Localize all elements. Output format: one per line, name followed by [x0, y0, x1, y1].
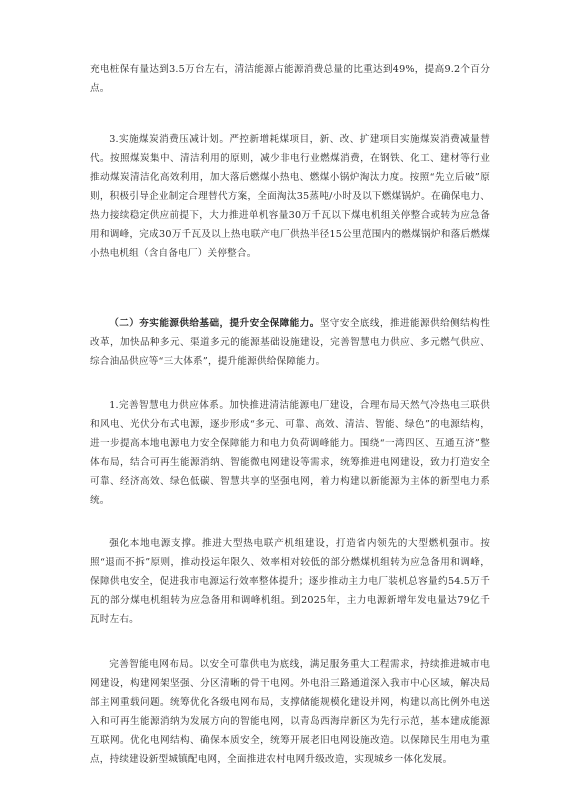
paragraph-energy-supply-section	[90, 314, 490, 371]
paragraph-text: 1.完善智慧电力供应体系。加快推进清洁能源电厂建设，合理布局天然气冷热电三联供和风电、光伏分布式电源，逐步形成“多元、可靠、高效、清洁、智能、绿色”的电源结构，进一步提高本地电源电力安全保障能力和电力负荷调峰能力。围绕“一湾四区、互通互济”整体布局，结合可再生能源消纳、智能微电网建设等需求，统筹推进电网建设，致力打造安全可靠、经济高效、绿色低碳、智慧共享的坚强电网，着力构建以新能源为主体的新型电力系统。	[90, 400, 490, 506]
paragraph-ev-charging-summary	[90, 60, 490, 98]
paragraph-text: 坚守安全底线，推进能源供给侧结构性改革，加快品种多元、渠道多元的能源基础设施建设，完善智慧电力供应、多元燃气供应、综合油品供应等“三大体系”，提升能源供给保障能力。	[90, 318, 490, 367]
paragraph-local-power-support	[90, 534, 490, 629]
section-heading: （二）夯实能源供给基础，提升安全保障能力。	[109, 318, 320, 329]
paragraph-text: 完善智能电网布局。以安全可靠供电为底线，满足服务重大工程需求，持续推进城市电网建设，构建网架坚强、分区清晰的骨干电网。外电沿三路通道深入我市中心区域，解决局部主网重载问题。统筹优化各级电网布局，支撑储能规模化建设并网，构建以高比例外电送入和可再生能源消纳为发展方向的智能电网，以青岛西海岸新区为先行示范，基本建成能源互联网。优化电网结构、确保本质安全，统筹开展老旧电网设施改造。以保障民生用电为重点，持续建设新型城镇配电网，全面推进农村电网升级改造，实现城乡一体化发展。	[90, 659, 490, 765]
paragraph-text: 充电桩保有量达到3.5万台左右，清洁能源占能源消费总量的比重达到49%，提高9.2个百分点。	[90, 64, 490, 94]
paragraph-smart-grid-layout	[90, 655, 490, 769]
paragraph-coal-reduction-plan	[90, 130, 490, 263]
paragraph-text: 强化本地电源支撑。推进大型热电联产机组建设，打造省内领先的大型燃机强市。按照“退而不拆”原则，推动投运年限久、效率相对较低的部分燃煤机组转为应急备用和调峰，保障供电安全，促进我市电源运行效率整体提升；逐步推动主力电厂装机总容量约54.5万千瓦的部分煤电机组转为应急备用和调峰机组。到2025年，主力电源新增年发电量达79亿千瓦时左右。	[90, 538, 490, 625]
paragraph-text: 3.实施煤炭消费压减计划。严控新增耗煤项目，新、改、扩建项目实施煤炭消费减量替代。按照煤炭集中、清洁利用的原则，减少非电行业燃煤消费，在钢铁、化工、建材等行业推动煤炭清洁化高效利用，加大落后燃煤小热电、燃煤小锅炉淘汰力度。按照“先立后破”原则，积极引导企业制定合理替代方案，全面淘汰35蒸吨/小时及以下燃煤锅炉。在确保电力、热力接续稳定供应前提下，大力推进单机容量30万千瓦以下煤电机组关停整合或转为应急备用和调峰，完成30万千瓦及以上热电联产电厂供热半径15公里范围内的燃煤锅炉和落后燃煤小热电机组（含自备电厂）关停整合。	[90, 134, 490, 259]
paragraph-smart-power-system	[90, 396, 490, 510]
